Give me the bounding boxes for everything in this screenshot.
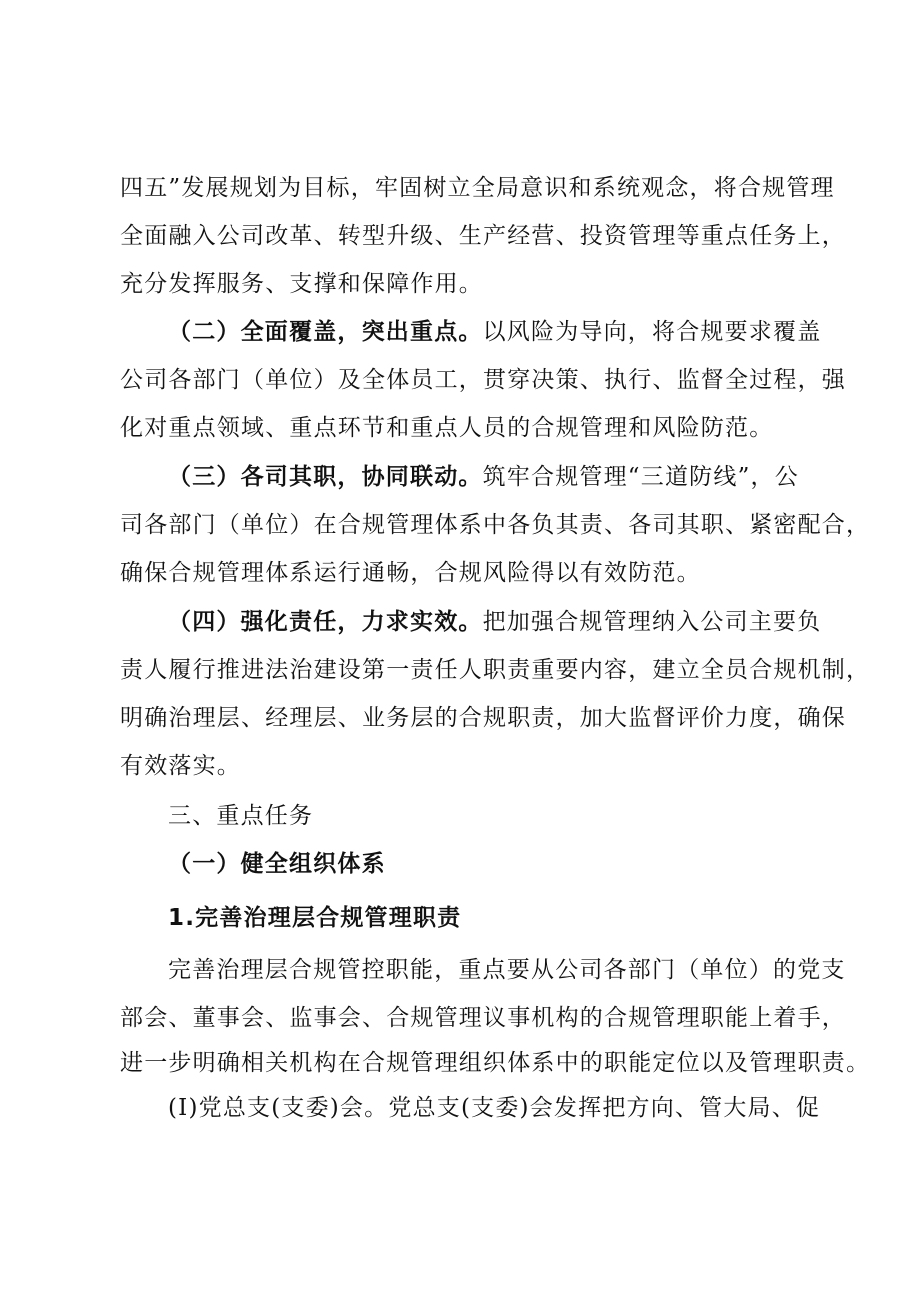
paragraph-1-line-2: 全面融入公司改革、转型升级、生产经营、投资管理等重点任务上， xyxy=(120,223,846,249)
paragraph-2-line-1 xyxy=(168,316,868,348)
paragraph-4-line-1-text: 把加强合规管理纳入公司主要负 xyxy=(482,609,822,635)
section-3-heading: 三、重点任务 xyxy=(168,803,314,829)
paragraph-4-line-2: 责人履行推进法治建设第一责任人职责重要内容，建立全员合规机制， xyxy=(120,657,871,683)
paragraph-3-line-3: 确保合规管理体系运行通畅，合规风险得以有效防范。 xyxy=(120,560,701,586)
paragraph-4-line-4: 有效落实。 xyxy=(120,753,241,779)
subsection-1-heading: （一）健全组织体系 xyxy=(168,851,386,877)
paragraph-4-line-3: 明确治理层、经理层、业务层的合规职责，加大监督评价力度，确保 xyxy=(120,705,846,731)
paragraph-1-line-1: 四五”发展规划为目标，牢固树立全局意识和系统观念，将合规管理 xyxy=(120,175,835,201)
paragraph-5-line-1: 完善治理层合规管控职能，重点要从公司各部门（单位）的党支 xyxy=(168,957,846,983)
paragraph-3-line-1 xyxy=(168,461,868,493)
paragraph-2-bold-lead: （二）全面覆盖，突出重点。 xyxy=(168,319,483,345)
paragraph-6-line-1: (I)党总支(支委)会。党总支(支委)会发挥把方向、管大局、促 xyxy=(168,1095,821,1121)
paragraph-2-line-2: 公司各部门（单位）及全体员工，贯穿决策、执行、监督全过程，强 xyxy=(120,367,846,393)
paragraph-3-line-1-text: 筑牢合规管理“三道防线”，公 xyxy=(482,464,799,490)
paragraph-5-line-3: 进一步明确相关机构在合规管理组织体系中的职能定位以及管理职责。 xyxy=(120,1050,871,1076)
paragraph-5-line-2: 部会、董事会、监事会、合规管理议事机构的合规管理职能上着手， xyxy=(120,1005,846,1031)
paragraph-3-bold-lead: （三）各司其职，协同联动。 xyxy=(168,464,483,490)
paragraph-4-bold-lead: （四）强化责任，力求实效。 xyxy=(168,609,483,635)
item-1-heading: 1.完善治理层合规管理职责 xyxy=(168,905,462,931)
paragraph-4-line-1 xyxy=(168,606,868,638)
paragraph-2-line-1-text: 以风险为导向，将合规要求覆盖 xyxy=(482,319,822,345)
paragraph-3-line-2: 司各部门（单位）在合规管理体系中各负其责、各司其职、紧密配合， xyxy=(120,512,871,538)
paragraph-1-line-3: 充分发挥服务、支撑和保障作用。 xyxy=(120,271,483,297)
paragraph-2-line-3: 化对重点领域、重点环节和重点人员的合规管理和风险防范。 xyxy=(120,415,774,441)
